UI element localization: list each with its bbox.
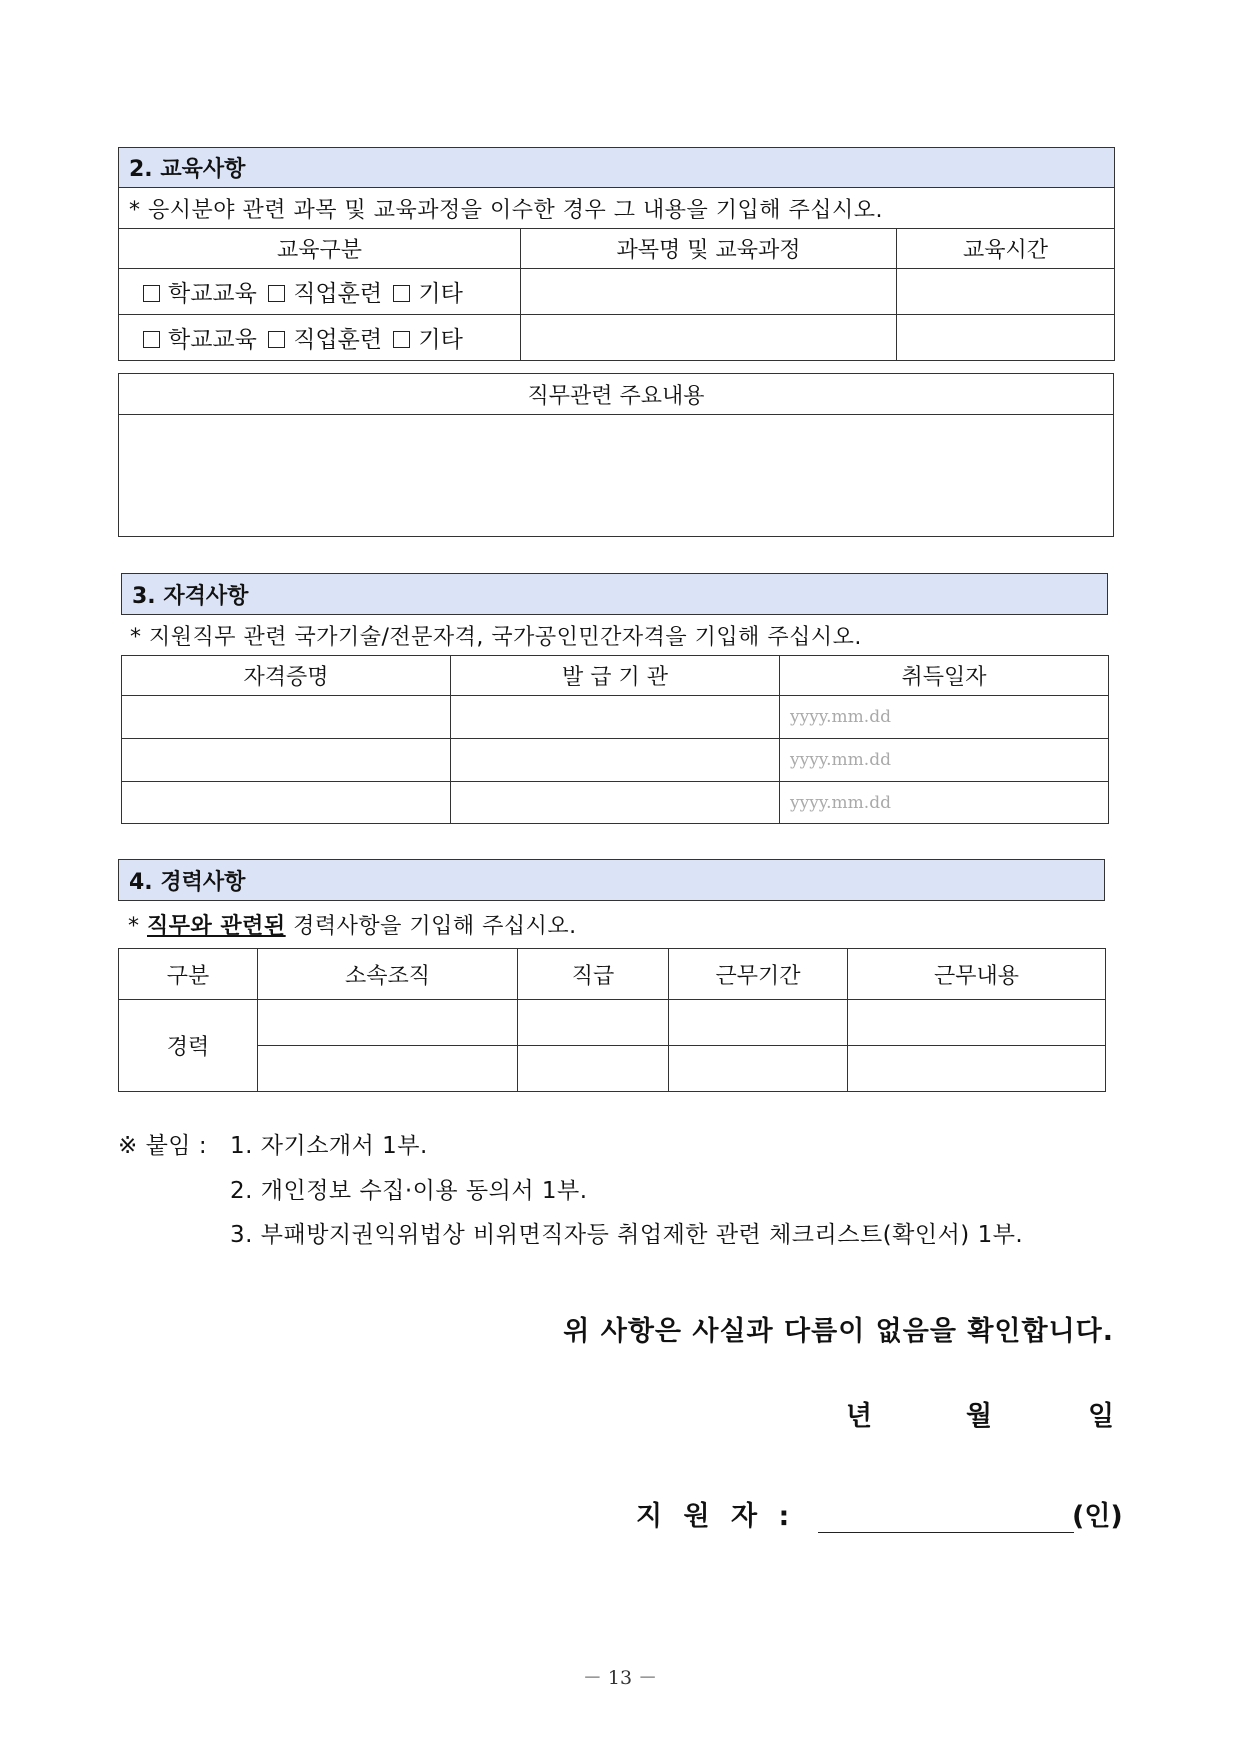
education-section-title: 2. 교육사항 [119,148,1115,188]
date-month-label: 월 [966,1401,993,1432]
school-label: 학교교육 [168,281,257,307]
organization-header: 소속조직 [258,949,518,1000]
other-checkbox[interactable] [393,331,410,348]
career-note-prefix: * [128,914,147,939]
period-header: 근무기간 [669,949,848,1000]
date-header: 취득일자 [780,656,1109,696]
issuer-input[interactable] [451,739,780,782]
qualification-note: * 지원직무 관련 국가기술/전문자격, 국가공인민간자격을 기입해 주십시오. [130,625,862,650]
school-checkbox[interactable] [143,331,160,348]
education-table [118,147,1115,361]
vocational-label: 직업훈련 [293,327,383,353]
issuer-input[interactable] [451,782,780,824]
qualification-table [121,655,1109,824]
position-input[interactable] [518,1000,669,1046]
qualification-section-title: 3. 자격사항 [121,573,1108,615]
career-section-title: 4. 경력사항 [118,859,1105,901]
organization-input[interactable] [258,1000,518,1046]
duties-input[interactable] [119,415,1114,537]
career-table [118,948,1106,1092]
school-checkbox[interactable] [143,285,160,302]
certificate-input[interactable] [122,696,451,739]
hours-input[interactable] [897,315,1115,361]
applicant-label: 지 원 자 : [636,1501,796,1532]
career-row-label: 경력 [119,1000,258,1092]
career-note-emphasis: 직무와 관련된 [147,914,286,939]
date-input[interactable]: yyyy.mm.dd [780,696,1109,739]
school-label: 학교교육 [168,327,257,353]
attachment-item-2: 2. 개인정보 수집·이용 동의서 1부. [230,1178,588,1204]
vocational-checkbox[interactable] [268,331,285,348]
seal-label: (인) [1072,1501,1123,1532]
duties-input[interactable] [848,1000,1106,1046]
vocational-checkbox[interactable] [268,285,285,302]
other-label: 기타 [418,327,463,353]
category-header: 구분 [119,949,258,1000]
position-header: 직급 [518,949,669,1000]
date-input[interactable]: yyyy.mm.dd [780,782,1109,824]
career-note [128,909,577,940]
position-input[interactable] [518,1046,669,1092]
date-input[interactable]: yyyy.mm.dd [780,739,1109,782]
attachment-item-3: 3. 부패방지권익위법상 비위면직자등 취업제한 관련 체크리스트(확인서) 1부. [230,1222,1024,1248]
certificate-input[interactable] [122,782,451,824]
confirmation-statement: 위 사항은 사실과 다름이 없음을 확인합니다. [563,1316,1114,1347]
duties-title: 직무관련 주요내용 [119,374,1114,415]
date-year-label: 년 [846,1401,873,1432]
attachment-item-1: 1. 자기소개서 1부. [230,1133,428,1159]
vocational-label: 직업훈련 [293,281,383,307]
duties-table [118,373,1114,537]
applicant-signature-line[interactable] [818,1532,1074,1533]
issuer-header: 발 급 기 관 [451,656,780,696]
issuer-input[interactable] [451,696,780,739]
certificate-input[interactable] [122,739,451,782]
organization-input[interactable] [258,1046,518,1092]
other-checkbox[interactable] [393,285,410,302]
certificate-header: 자격증명 [122,656,451,696]
course-input[interactable] [521,315,897,361]
duties-header: 근무내용 [848,949,1106,1000]
career-note-suffix: 경력사항을 기입해 주십시오. [285,914,577,939]
course-input[interactable] [521,269,897,315]
course-header: 과목명 및 교육과정 [521,229,897,269]
page-number: － 13 － [582,1667,658,1689]
other-label: 기타 [418,281,463,307]
education-type-header: 교육구분 [119,229,521,269]
duties-input[interactable] [848,1046,1106,1092]
education-type-cell [119,269,521,315]
period-input[interactable] [669,1000,848,1046]
education-hours-header: 교육시간 [897,229,1115,269]
period-input[interactable] [669,1046,848,1092]
attachments-label: ※ 붙임 : [118,1133,208,1159]
education-note: * 응시분야 관련 과목 및 교육과정을 이수한 경우 그 내용을 기입해 주십시오. [119,188,1115,229]
date-day-label: 일 [1088,1401,1115,1432]
education-type-cell [119,315,521,361]
hours-input[interactable] [897,269,1115,315]
